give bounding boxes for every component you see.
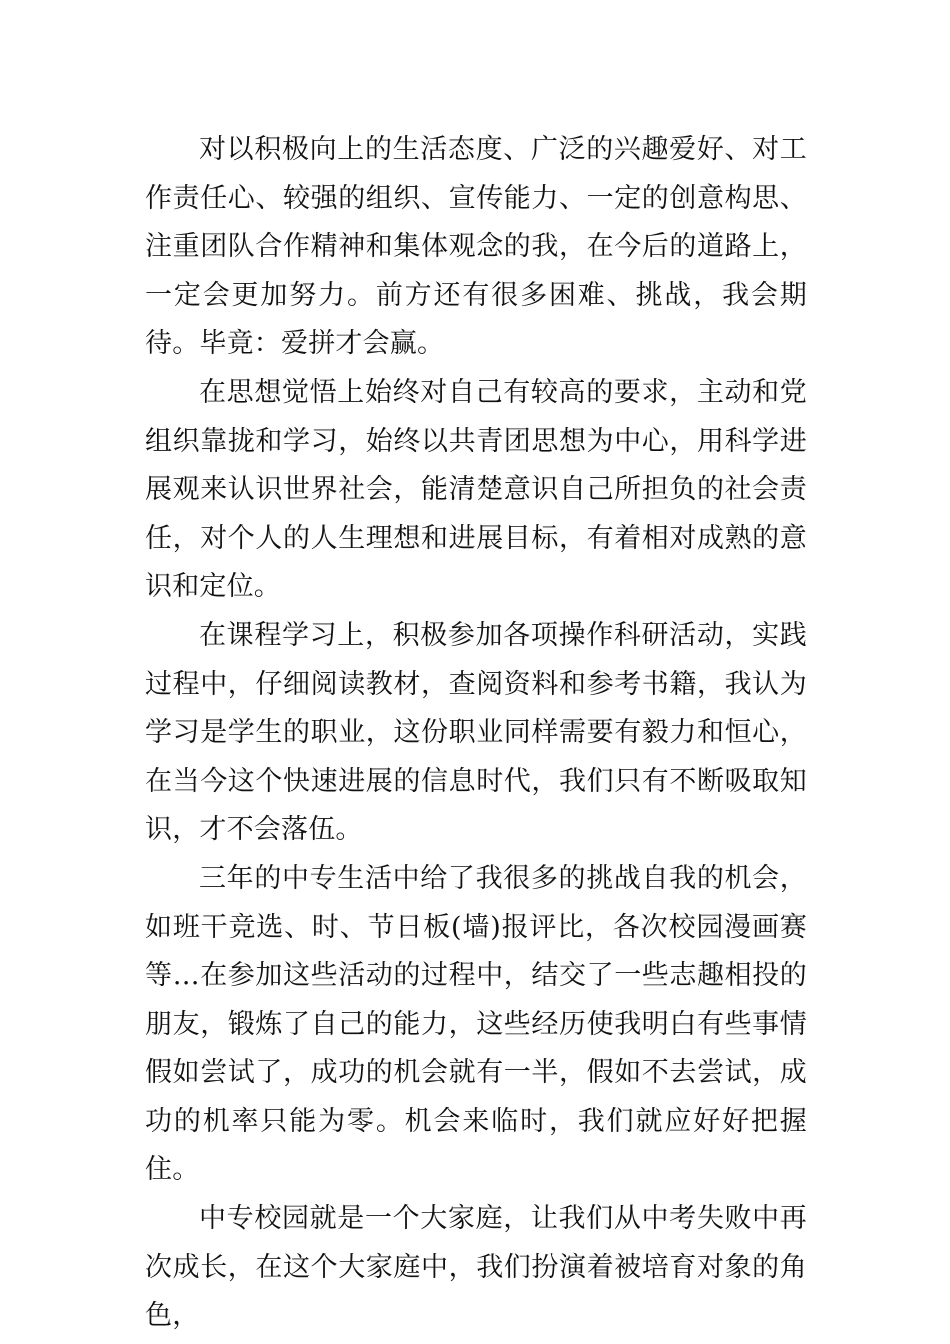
paragraph-4: 三年的中专生活中给了我很多的挑战自我的机会，如班干竞选、时、节日板(墙)报评比，各次校园漫画赛等…在参加这些活动的过程中，结交了一些志趣相投的朋友，锻炼了自己的能力，这些经历使我明白有些事情假如尝试了，成功的机会就有一半，假如不去尝试，成功的机率只能为零。机会来临时，我们就应好好把握住。	[145, 862, 807, 1186]
paragraph-3: 在课程学习上，积极参加各项操作科研活动，实践过程中，仔细阅读教材，查阅资料和参考书籍，我认为学习是学生的职业，这份职业同样需要有毅力和恒心，在当今这个快速进展的信息时代，我们只有不断吸取知识，才不会落伍。	[145, 619, 807, 846]
paragraph-1: 对以积极向上的生活态度、广泛的兴趣爱好、对工作责任心、较强的组织、宣传能力、一定的创意构思、注重团队合作精神和集体观念的我，在今后的道路上，一定会更加努力。前方还有很多困难、挑战，我会期待。毕竟：爱拼才会赢。	[145, 134, 807, 360]
document-body	[145, 126, 807, 1341]
paragraph-2: 在思想觉悟上始终对自己有较高的要求，主动和党组织靠拢和学习，始终以共青团思想为中心，用科学进展观来认识世界社会，能清楚意识自己所担负的社会责任，对个人的人生理想和进展目标，有着相对成熟的意识和定位。	[145, 376, 807, 603]
paragraph-5: 中专校园就是一个大家庭，让我们从中考失败中再次成长，在这个大家庭中，我们扮演着被培育对象的角色，	[145, 1203, 807, 1332]
